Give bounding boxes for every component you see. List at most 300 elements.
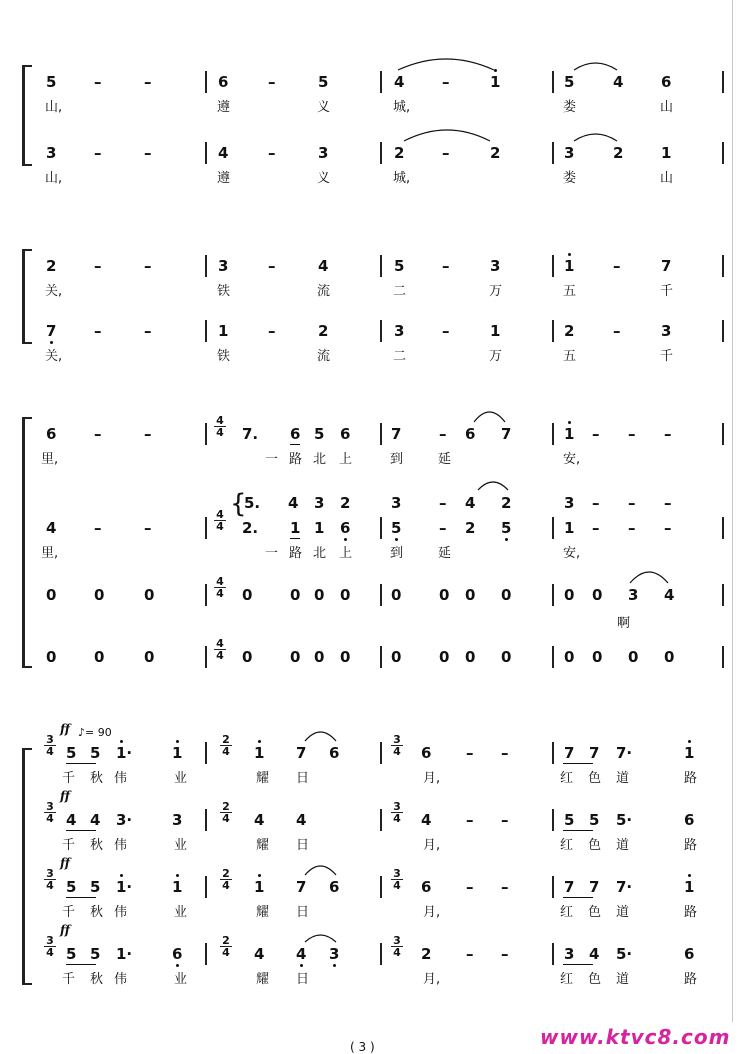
- barline: [205, 423, 207, 445]
- time-signature-bottom: 4: [46, 745, 54, 758]
- octave-dot-low: [176, 964, 179, 967]
- time-signature: [44, 935, 56, 958]
- barline: [722, 646, 724, 668]
- brace-mark: {: [230, 489, 247, 519]
- page-number: ( 3 ): [350, 1040, 375, 1054]
- note: 0: [564, 648, 575, 666]
- note: 6: [329, 878, 340, 896]
- barline: [380, 255, 382, 277]
- note: –: [439, 425, 447, 443]
- note: 2: [564, 322, 575, 340]
- note: –: [442, 322, 450, 340]
- time-signature: [391, 734, 403, 757]
- note: –: [592, 425, 600, 443]
- note: 0: [144, 586, 155, 604]
- lyric: 伟: [114, 905, 128, 920]
- lyric: 延: [438, 546, 452, 561]
- note: 0: [242, 586, 253, 604]
- note: 0: [439, 586, 450, 604]
- note: 0: [664, 648, 675, 666]
- time-signature: [214, 415, 226, 438]
- note: 1·: [116, 878, 133, 896]
- underline-mark: [563, 830, 593, 831]
- underline-mark: [290, 444, 300, 445]
- note: 1: [490, 73, 501, 91]
- lyric: 耀: [256, 838, 270, 853]
- underline-mark: [563, 897, 593, 898]
- note: 3: [329, 945, 340, 963]
- underline-mark: [66, 964, 96, 965]
- note: 4: [90, 811, 101, 829]
- barline: [552, 876, 554, 898]
- barline: [380, 646, 382, 668]
- time-signature-bottom: 4: [393, 812, 401, 825]
- note: 7: [564, 744, 575, 762]
- lyric: 到: [390, 452, 404, 467]
- note: –: [664, 425, 672, 443]
- time-signature-top: 3: [391, 868, 403, 880]
- note: –: [466, 945, 474, 963]
- time-signature-bottom: 4: [46, 812, 54, 825]
- lyric: 流: [317, 349, 331, 364]
- lyric: 铁: [217, 284, 231, 299]
- lyric: 关,: [45, 284, 63, 299]
- note: 5: [66, 878, 77, 896]
- note: 4: [288, 494, 299, 512]
- lyric: 路: [684, 771, 698, 786]
- note: 5: [564, 811, 575, 829]
- lyric: 伟: [114, 771, 128, 786]
- note: 5·: [616, 811, 633, 829]
- lyric: 红: [560, 771, 574, 786]
- note: 0: [314, 648, 325, 666]
- note: 0: [290, 648, 301, 666]
- watermark-logo: www.ktvc8.com: [540, 1025, 731, 1049]
- note: –: [268, 144, 276, 162]
- lyric: 千: [62, 905, 76, 920]
- slur-mark: [574, 134, 617, 141]
- time-signature: [391, 868, 403, 891]
- lyric: 色: [588, 771, 602, 786]
- lyric: 山: [660, 100, 674, 115]
- lyric: 业: [174, 838, 188, 853]
- note: –: [592, 519, 600, 537]
- note: 3·: [116, 811, 133, 829]
- barline: [722, 423, 724, 445]
- note: 3: [218, 257, 229, 275]
- time-signature-top: 3: [44, 868, 56, 880]
- note: –: [501, 945, 509, 963]
- barline: [552, 142, 554, 164]
- time-signature-bottom: 4: [46, 879, 54, 892]
- time-signature-top: 4: [214, 415, 226, 427]
- note: 1: [661, 144, 672, 162]
- note: 6: [421, 744, 432, 762]
- time-signature-top: 2: [220, 801, 232, 813]
- lyric: 色: [588, 972, 602, 987]
- time-signature: [391, 801, 403, 824]
- octave-dot-high: [568, 253, 571, 256]
- lyric: 千: [660, 349, 674, 364]
- lyric: 日: [296, 905, 310, 920]
- barline: [380, 584, 382, 606]
- note: 5: [564, 73, 575, 91]
- lyric: 山,: [45, 171, 63, 186]
- note: 5.: [244, 494, 261, 512]
- lyric: 千: [62, 838, 76, 853]
- lyric: 伟: [114, 838, 128, 853]
- note: 3: [318, 144, 329, 162]
- lyric: 安,: [563, 546, 581, 561]
- note: 0: [314, 586, 325, 604]
- note: 2: [394, 144, 405, 162]
- note: 5: [90, 878, 101, 896]
- time-signature-bottom: 4: [216, 426, 224, 439]
- lyric: 山,: [45, 100, 63, 115]
- note: –: [144, 257, 152, 275]
- lyric: 月,: [423, 905, 441, 920]
- lyric: 红: [560, 972, 574, 987]
- note: 3: [172, 811, 183, 829]
- time-signature-top: 3: [44, 935, 56, 947]
- note: 2: [490, 144, 501, 162]
- time-signature-bottom: 4: [393, 946, 401, 959]
- note: 5: [90, 945, 101, 963]
- note: 6: [46, 425, 57, 443]
- lyric: 义: [317, 171, 331, 186]
- note: –: [94, 73, 102, 91]
- barline: [205, 646, 207, 668]
- time-signature-bottom: 4: [222, 812, 230, 825]
- lyric: 色: [588, 838, 602, 853]
- note: 0: [94, 586, 105, 604]
- time-signature-top: 4: [214, 638, 226, 650]
- barline: [380, 943, 382, 965]
- note: 7: [564, 878, 575, 896]
- barline: [205, 876, 207, 898]
- lyric: 遵: [217, 100, 231, 115]
- note: 0: [465, 586, 476, 604]
- dynamic-mark: ff: [60, 856, 70, 870]
- time-signature-top: 3: [391, 734, 403, 746]
- note: 6: [290, 425, 301, 443]
- note: 1: [564, 257, 575, 275]
- note: 0: [628, 648, 639, 666]
- note: 2: [46, 257, 57, 275]
- barline: [552, 742, 554, 764]
- note: 1: [314, 519, 325, 537]
- time-signature: [220, 734, 232, 757]
- time-signature-bottom: 4: [216, 649, 224, 662]
- note: 3: [391, 494, 402, 512]
- note: 1: [218, 322, 229, 340]
- lyric: 道: [616, 905, 630, 920]
- note: –: [439, 519, 447, 537]
- note: 7: [501, 425, 512, 443]
- note: 7: [296, 878, 307, 896]
- note: 1: [172, 878, 183, 896]
- barline: [552, 423, 554, 445]
- note: 6: [340, 519, 351, 537]
- note: –: [94, 425, 102, 443]
- barline: [205, 742, 207, 764]
- time-signature-top: 2: [220, 935, 232, 947]
- note: 0: [465, 648, 476, 666]
- note: –: [268, 322, 276, 340]
- system-bracket: [22, 249, 25, 344]
- barline: [552, 646, 554, 668]
- time-signature: [44, 801, 56, 824]
- note: 0: [439, 648, 450, 666]
- lyric: 月,: [423, 838, 441, 853]
- time-signature: [391, 935, 403, 958]
- note: 5: [46, 73, 57, 91]
- note: –: [613, 322, 621, 340]
- lyric: 一: [265, 546, 279, 561]
- lyric: 耀: [256, 905, 270, 920]
- system-bracket: [22, 417, 25, 668]
- note: –: [144, 322, 152, 340]
- note: 0: [340, 586, 351, 604]
- lyric: 路: [684, 838, 698, 853]
- note: 0: [290, 586, 301, 604]
- lyric: 秋: [90, 905, 104, 920]
- lyric: 伟: [114, 972, 128, 987]
- note: 1: [564, 519, 575, 537]
- slur-mark: [305, 935, 336, 942]
- note: 2: [340, 494, 351, 512]
- note: 3: [394, 322, 405, 340]
- note: 0: [340, 648, 351, 666]
- octave-dot-low: [333, 964, 336, 967]
- note: –: [628, 425, 636, 443]
- octave-dot-high: [120, 740, 123, 743]
- time-signature: [214, 509, 226, 532]
- barline: [380, 876, 382, 898]
- note: –: [94, 322, 102, 340]
- barline: [552, 809, 554, 831]
- octave-dot-high: [120, 874, 123, 877]
- lyric: 日: [296, 771, 310, 786]
- note: 5: [318, 73, 329, 91]
- lyric: 关,: [45, 349, 63, 364]
- barline: [380, 423, 382, 445]
- dynamic-mark: ff: [60, 722, 70, 736]
- note: 7: [661, 257, 672, 275]
- lyric: 安,: [563, 452, 581, 467]
- lyric: 道: [616, 771, 630, 786]
- lyric: 里,: [41, 452, 59, 467]
- octave-dot-low: [505, 538, 508, 541]
- note: 3: [661, 322, 672, 340]
- note: 4: [318, 257, 329, 275]
- note: 0: [46, 586, 57, 604]
- lyric: 二: [393, 284, 407, 299]
- note: 0: [592, 586, 603, 604]
- note: 7: [391, 425, 402, 443]
- note: 7: [46, 322, 57, 340]
- note: 7: [589, 878, 600, 896]
- slur-mark: [305, 732, 336, 741]
- time-signature-top: 3: [391, 801, 403, 813]
- note: –: [268, 73, 276, 91]
- octave-dot-low: [344, 538, 347, 541]
- tempo-mark: ♪= 90: [78, 726, 112, 739]
- note: –: [501, 811, 509, 829]
- note: 4: [613, 73, 624, 91]
- lyric: 路: [684, 905, 698, 920]
- lyric: 北: [313, 452, 327, 467]
- octave-dot-low: [50, 341, 53, 344]
- octave-dot-high: [688, 740, 691, 743]
- note: –: [466, 878, 474, 896]
- note: 5: [66, 945, 77, 963]
- barline: [205, 517, 207, 539]
- time-signature-bottom: 4: [393, 745, 401, 758]
- dynamic-mark: ff: [60, 789, 70, 803]
- note: 1: [684, 878, 695, 896]
- note: 1: [254, 744, 265, 762]
- note: 2.: [242, 519, 259, 537]
- barline: [205, 320, 207, 342]
- barline: [552, 943, 554, 965]
- time-signature: [214, 638, 226, 661]
- note: –: [268, 257, 276, 275]
- time-signature-bottom: 4: [216, 587, 224, 600]
- time-signature-top: 3: [44, 734, 56, 746]
- barline: [380, 320, 382, 342]
- dynamic-mark: ff: [60, 923, 70, 937]
- note: 5: [66, 744, 77, 762]
- system-bracket: [22, 65, 25, 166]
- note: –: [628, 494, 636, 512]
- note: 0: [94, 648, 105, 666]
- barline: [722, 71, 724, 93]
- note: 0: [564, 586, 575, 604]
- lyric: 路: [684, 972, 698, 987]
- lyric: 啊: [617, 616, 631, 631]
- time-signature-bottom: 4: [222, 745, 230, 758]
- note: 7·: [616, 878, 633, 896]
- note: 5: [314, 425, 325, 443]
- note: –: [501, 744, 509, 762]
- lyric: 流: [317, 284, 331, 299]
- note: 4: [46, 519, 57, 537]
- note: 6: [340, 425, 351, 443]
- lyric: 秋: [90, 972, 104, 987]
- barline: [380, 517, 382, 539]
- note: 1: [254, 878, 265, 896]
- note: –: [442, 73, 450, 91]
- lyric: 路: [289, 546, 303, 561]
- note: 0: [391, 586, 402, 604]
- note: 7·: [616, 744, 633, 762]
- note: 4: [296, 945, 307, 963]
- underline-mark: [66, 897, 96, 898]
- note: 1: [290, 519, 301, 537]
- barline: [552, 255, 554, 277]
- note: 4: [394, 73, 405, 91]
- barline: [205, 142, 207, 164]
- lyric: 道: [616, 838, 630, 853]
- time-signature-top: 3: [44, 801, 56, 813]
- note: 2: [318, 322, 329, 340]
- note: 6: [218, 73, 229, 91]
- time-signature-top: 4: [214, 509, 226, 521]
- lyric: 千: [62, 771, 76, 786]
- barline: [205, 255, 207, 277]
- time-signature-bottom: 4: [46, 946, 54, 959]
- note: –: [592, 494, 600, 512]
- note: –: [144, 73, 152, 91]
- note: –: [439, 494, 447, 512]
- lyric: 色: [588, 905, 602, 920]
- note: –: [466, 811, 474, 829]
- barline: [722, 320, 724, 342]
- slur-mark: [398, 59, 494, 70]
- note: –: [613, 257, 621, 275]
- time-signature-top: 3: [391, 935, 403, 947]
- note: –: [94, 144, 102, 162]
- lyric: 万: [489, 349, 503, 364]
- barline: [380, 142, 382, 164]
- note: 4: [254, 945, 265, 963]
- barline: [552, 584, 554, 606]
- note: 6: [684, 811, 695, 829]
- lyric: 业: [174, 972, 188, 987]
- note: 4: [296, 811, 307, 829]
- time-signature-bottom: 4: [393, 879, 401, 892]
- barline: [380, 742, 382, 764]
- system-bracket: [22, 748, 25, 985]
- barline: [205, 943, 207, 965]
- lyric: 耀: [256, 771, 270, 786]
- note: 1: [490, 322, 501, 340]
- note: –: [144, 144, 152, 162]
- barline: [552, 517, 554, 539]
- octave-dot-low: [395, 538, 398, 541]
- octave-dot-high: [176, 740, 179, 743]
- note: –: [501, 878, 509, 896]
- lyric: 义: [317, 100, 331, 115]
- barline: [205, 71, 207, 93]
- lyric: 北: [313, 546, 327, 561]
- note: 6: [329, 744, 340, 762]
- time-signature-top: 2: [220, 734, 232, 746]
- barline: [380, 71, 382, 93]
- underline-mark: [290, 538, 300, 539]
- note: 1: [684, 744, 695, 762]
- note: –: [664, 494, 672, 512]
- note: 6: [172, 945, 183, 963]
- note: 4: [66, 811, 77, 829]
- underline-mark: [66, 763, 96, 764]
- lyric: 耀: [256, 972, 270, 987]
- note: 2: [465, 519, 476, 537]
- slur-mark: [478, 482, 508, 490]
- note: 0: [144, 648, 155, 666]
- time-signature-bottom: 4: [222, 946, 230, 959]
- note: 3: [314, 494, 325, 512]
- note: 5·: [616, 945, 633, 963]
- lyric: 月,: [423, 972, 441, 987]
- note: 4: [664, 586, 675, 604]
- note: 6: [465, 425, 476, 443]
- note: 3: [564, 494, 575, 512]
- lyric: 里,: [41, 546, 59, 561]
- page-edge-line: [732, 0, 733, 1022]
- lyric: 红: [560, 905, 574, 920]
